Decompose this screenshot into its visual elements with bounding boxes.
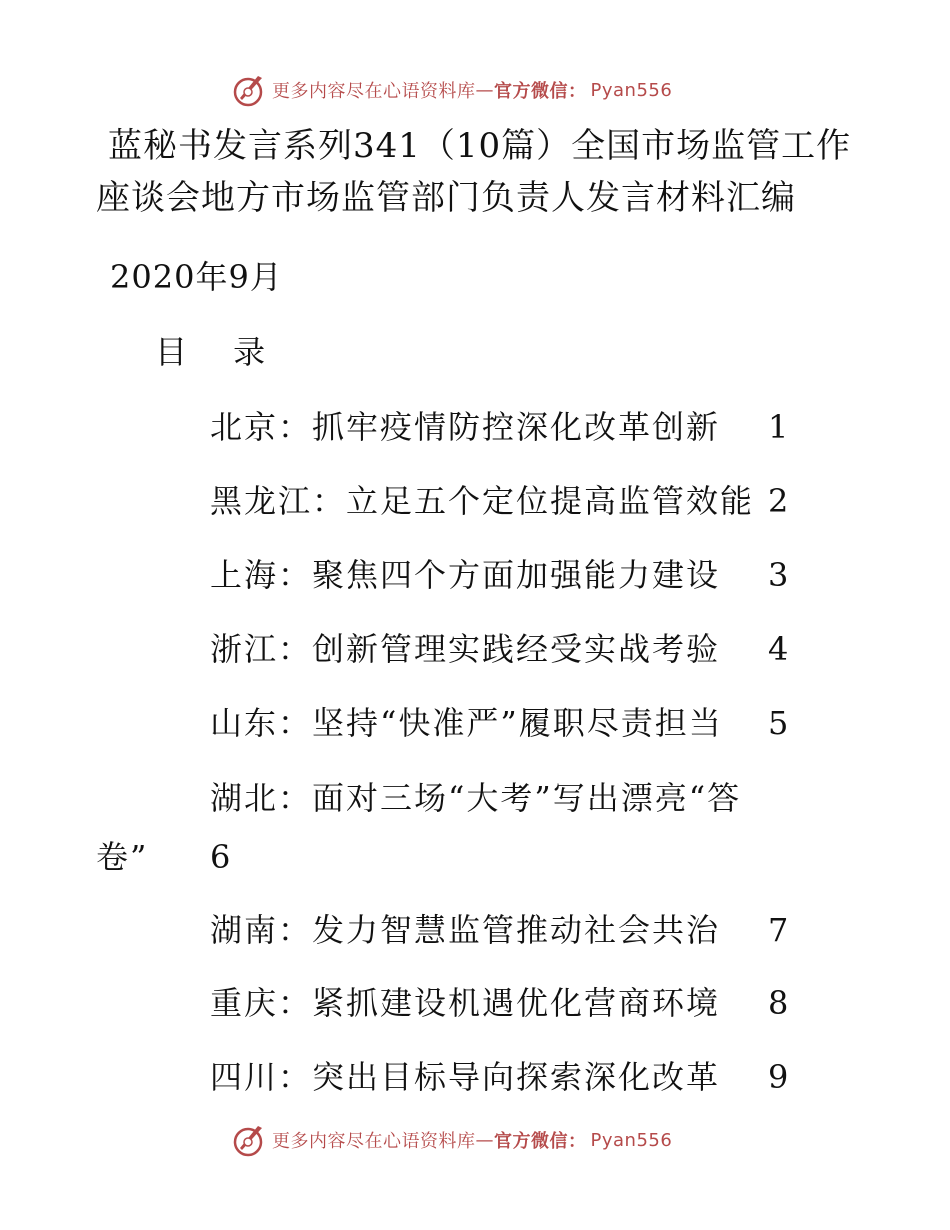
- toc-entry[interactable]: [210, 402, 810, 452]
- toc-entry-title: 四川：突出目标导向探索深化改革: [210, 1058, 721, 1096]
- toc-entry-page: 7: [768, 911, 789, 949]
- toc-entry-page: 5: [768, 704, 789, 742]
- toc-entry-title: 湖南：发力智慧监管推动社会共治: [210, 911, 721, 949]
- watermark-text: 更多内容尽在心语资料库: [272, 1131, 476, 1152]
- toc-entry[interactable]: [210, 624, 810, 674]
- toc-entry-title: 黑龙江：立足五个定位提高监管效能: [210, 482, 755, 520]
- toc-heading: 目 录: [155, 333, 284, 371]
- toc-entry-title: 重庆：紧抓建设机遇优化营商环境: [210, 984, 721, 1022]
- watermark-wechat-label: 官方微信：: [494, 1131, 587, 1152]
- watermark-wechat-id: Pyan556: [590, 1129, 673, 1151]
- toc-entry-wrapped-line1[interactable]: 湖北：面对三场“大考”写出漂亮“答: [210, 779, 742, 817]
- toc-entry[interactable]: [210, 978, 810, 1028]
- toc-entry-page: 8: [768, 984, 789, 1022]
- watermark-banner-bottom: [232, 1120, 712, 1160]
- toc-entry-title: 上海：聚焦四个方面加强能力建设: [210, 556, 721, 594]
- toc-entry[interactable]: [210, 905, 810, 955]
- toc-entry[interactable]: [210, 1052, 810, 1102]
- watermark-dash: —: [475, 1129, 494, 1151]
- toc-entry[interactable]: [210, 550, 810, 600]
- document-date: 2020年9月: [110, 258, 283, 296]
- toc-entry[interactable]: [210, 698, 810, 748]
- toc-entry-wrapped-line2[interactable]: [96, 832, 231, 882]
- quill-logo-icon: [232, 1122, 268, 1158]
- watermark-text: 更多内容尽在心语资料库: [272, 81, 476, 102]
- toc-entry-title-continued: 卷”: [96, 838, 149, 876]
- toc-entry-page: 1: [768, 408, 789, 446]
- toc-entry-page: 3: [768, 556, 789, 594]
- watermark-banner-top: [232, 70, 712, 110]
- toc-entry-page: 9: [768, 1058, 789, 1096]
- toc-entry[interactable]: [210, 476, 810, 526]
- toc-entry-page: 4: [768, 630, 789, 668]
- document-title: 蓝秘书发言系列341（10篇）全国市场监管工作座谈会地方市场监管部门负责人发言材料汇编: [96, 126, 852, 218]
- quill-logo-icon: [232, 72, 268, 108]
- watermark-dash: —: [475, 79, 494, 101]
- toc-entry-page: 2: [768, 482, 789, 520]
- toc-entry-page: 6: [210, 838, 231, 876]
- watermark-wechat-label: 官方微信：: [494, 81, 587, 102]
- toc-entry-title: 山东：坚持“快准严”履职尽责担当: [210, 704, 723, 742]
- toc-entry-title: 浙江：创新管理实践经受实战考验: [210, 630, 721, 668]
- toc-entry-title: 北京：抓牢疫情防控深化改革创新: [210, 408, 721, 446]
- watermark-wechat-id: Pyan556: [590, 79, 673, 101]
